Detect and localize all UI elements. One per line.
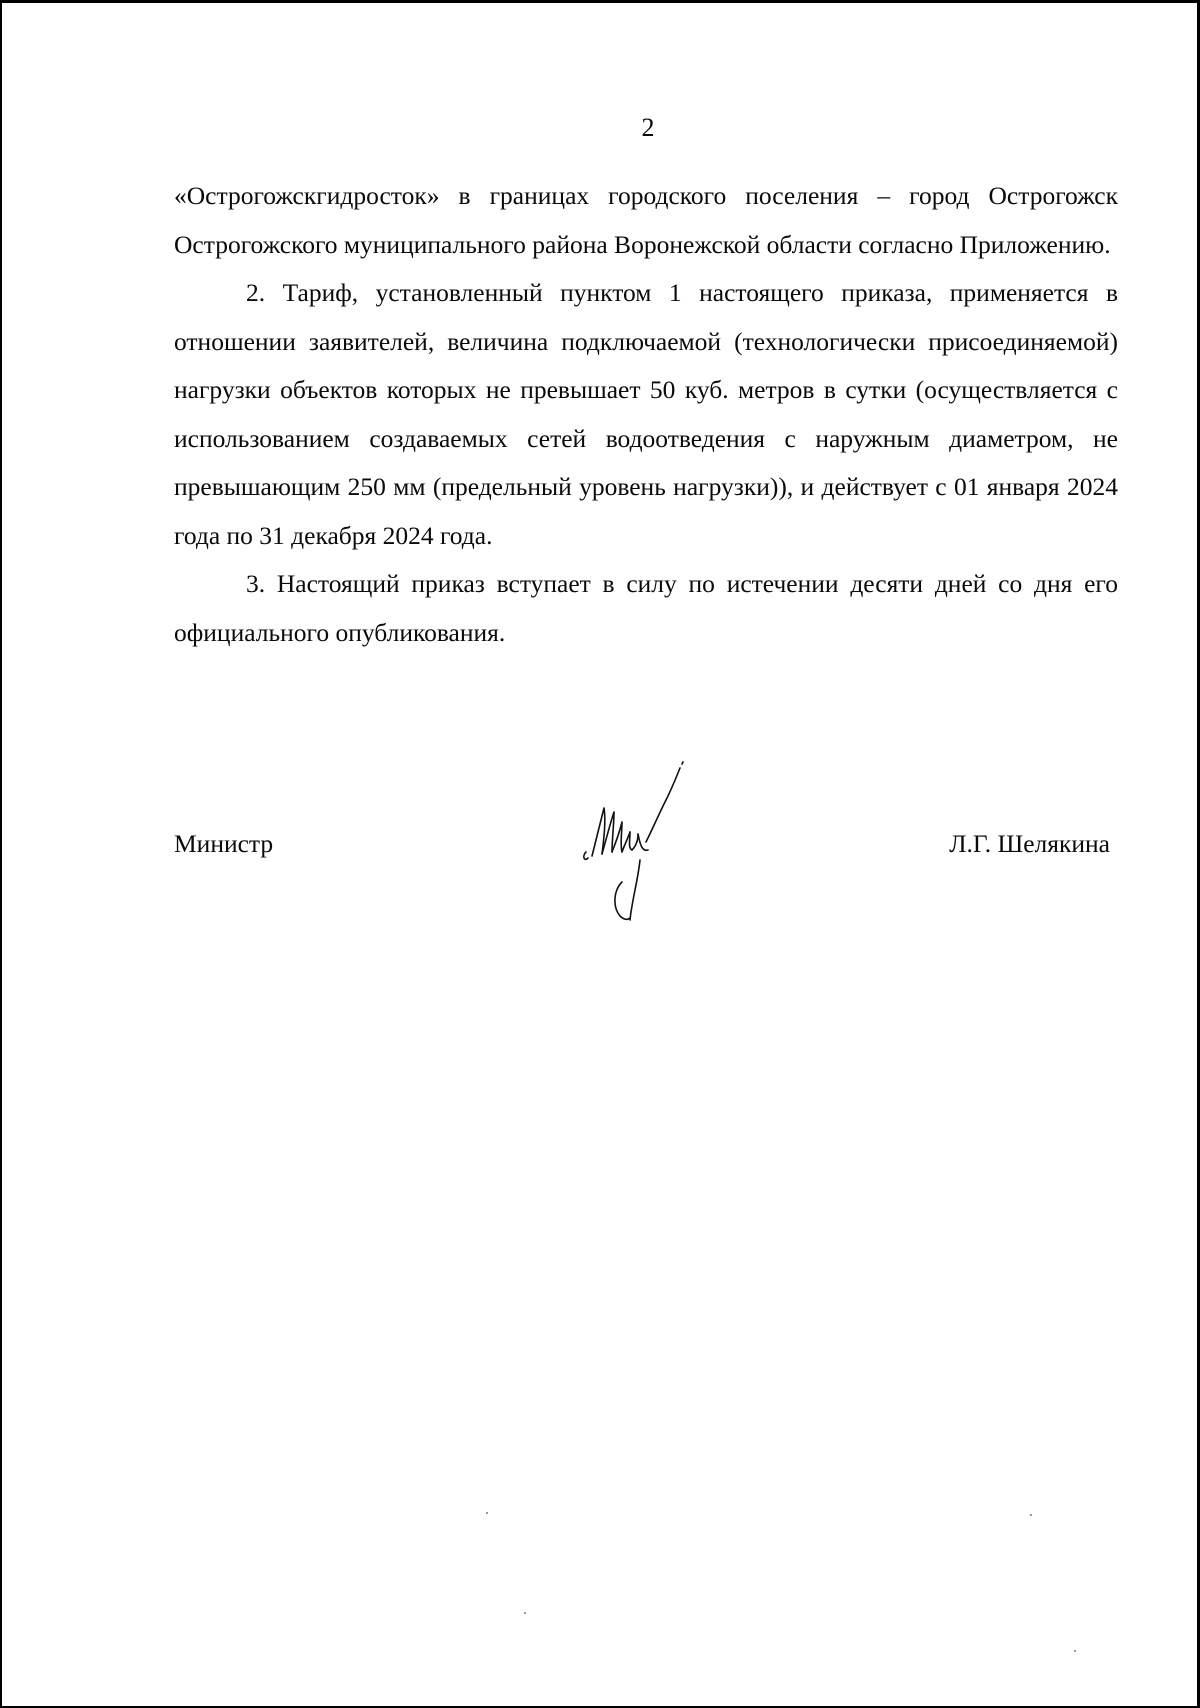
scan-edge-top <box>0 0 1200 3</box>
signer-name: Л.Г. Шелякина <box>949 829 1110 858</box>
scan-speck <box>486 1512 488 1514</box>
scan-speck <box>1030 1514 1032 1516</box>
scan-speck <box>1074 1650 1076 1652</box>
page-number: 2 <box>641 113 655 142</box>
paragraph-continuation: «Острогожскгидросток» в границах городского поселения – город Острогожск Острогожского муниципального района Воронежской области согласно Приложению. <box>174 181 1118 259</box>
document-body <box>174 172 1118 657</box>
scan-edge-left <box>0 0 2 1708</box>
paragraph-item-3: 3. Настоящий приказ вступает в силу по истечении десяти дней со дня его официального опубликования. <box>174 569 1118 647</box>
scan-speck <box>524 1612 526 1614</box>
handwritten-signature <box>576 760 696 930</box>
signer-title: Министр <box>174 829 274 858</box>
paragraph-item-2: 2. Тариф, установленный пунктом 1 настоящего приказа, применяется в отношении заявителей, величина подключаемой (технологически присоединяемой) нагрузки объектов которых не превышает 50 куб. метров в сутки (осуществляется с использованием создаваемых сетей водоотведения с наружным диаметром, не превышающим 250 мм (предельный уровень нагрузки)), и действует с 01 января 2024 года по 31 декабря 2024 года. <box>174 278 1118 550</box>
